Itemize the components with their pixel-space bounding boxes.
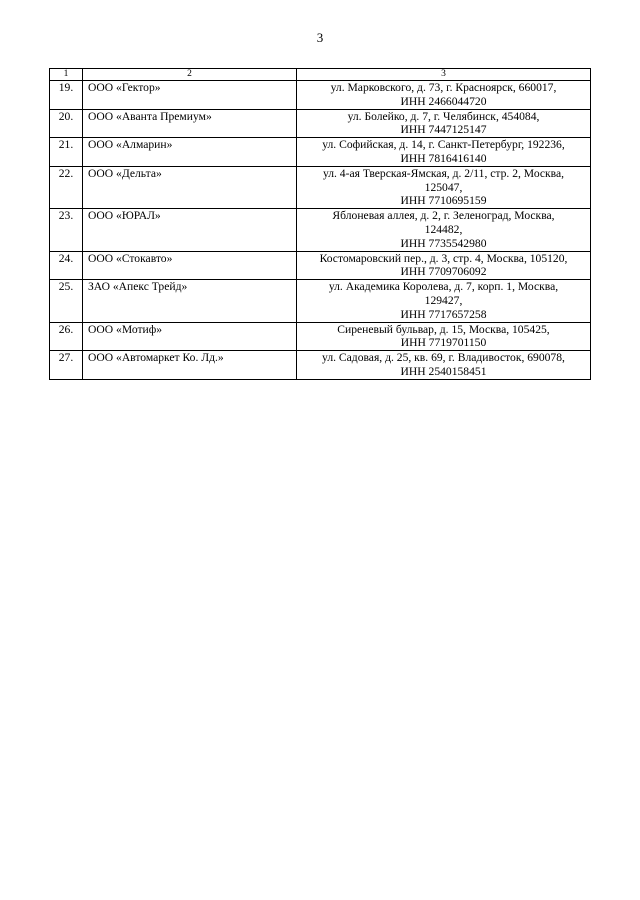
address-line: 129427, xyxy=(424,293,463,307)
address-line: Сиреневый бульвар, д. 15, Москва, 105425, xyxy=(337,322,550,336)
address-line: 125047, xyxy=(424,180,463,194)
row-number: 26. xyxy=(50,322,83,351)
address-line: ул. 4-ая Тверская-Ямская, д. 2/11, стр. 2, Москва, xyxy=(322,166,565,180)
organization-name: ООО «Гектор» xyxy=(83,81,297,110)
address-line: ИНН 7719701150 xyxy=(400,336,487,350)
column-number-header: 1 xyxy=(50,69,83,81)
column-address-header: 3 xyxy=(297,69,591,81)
organization-name: ООО «Мотиф» xyxy=(83,322,297,351)
organization-address xyxy=(297,209,591,251)
address-line: ИНН 2466044720 xyxy=(400,94,487,108)
row-number: 24. xyxy=(50,251,83,280)
table-row xyxy=(50,351,591,380)
column-name-header: 2 xyxy=(83,69,297,81)
row-number: 19. xyxy=(50,81,83,110)
page-number: 3 xyxy=(316,30,324,45)
organization-address xyxy=(297,322,591,351)
organization-name: ООО «Стокавто» xyxy=(83,251,297,280)
row-number: 22. xyxy=(50,166,83,208)
address-line: ИНН 7717657258 xyxy=(400,307,487,321)
table-body xyxy=(50,81,591,380)
organization-name: ООО «Дельта» xyxy=(83,166,297,208)
table-row xyxy=(50,280,591,322)
address-line: ул. Софийская, д. 14, г. Санкт-Петербург, 192236, xyxy=(322,138,565,152)
row-number: 21. xyxy=(50,138,83,167)
row-number: 23. xyxy=(50,209,83,251)
table-row xyxy=(50,81,591,110)
organizations-table xyxy=(49,68,591,380)
address-line: ИНН 2540158451 xyxy=(400,364,487,378)
row-number: 25. xyxy=(50,280,83,322)
table-header-row xyxy=(50,69,591,81)
table-row xyxy=(50,166,591,208)
table-row xyxy=(50,138,591,167)
address-line: ул. Академика Королева, д. 7, корп. 1, Москва, xyxy=(328,280,559,294)
address-line: Костомаровский пер., д. 3, стр. 4, Москва, 105120, xyxy=(319,251,568,265)
address-line: ИНН 7735542980 xyxy=(400,236,487,250)
organization-name: ООО «Автомаркет Ко. Лд.» xyxy=(83,351,297,380)
row-number: 27. xyxy=(50,351,83,380)
organization-address xyxy=(297,166,591,208)
table-row xyxy=(50,109,591,138)
organization-name: ООО «ЮРАЛ» xyxy=(83,209,297,251)
address-line: ИНН 7709706092 xyxy=(400,265,487,279)
organization-address xyxy=(297,280,591,322)
organization-address xyxy=(297,138,591,167)
organization-name: ЗАО «Апекс Трейд» xyxy=(83,280,297,322)
address-line: ИНН 7816416140 xyxy=(400,151,487,165)
organization-name: ООО «Аванта Премиум» xyxy=(83,109,297,138)
organization-address xyxy=(297,109,591,138)
organization-address xyxy=(297,81,591,110)
address-line: ИНН 7447125147 xyxy=(400,123,487,137)
organization-address xyxy=(297,251,591,280)
table-row xyxy=(50,209,591,251)
address-line: Яблоневая аллея, д. 2, г. Зеленоград, Москва, xyxy=(332,209,555,223)
address-line: ул. Марковского, д. 73, г. Красноярск, 660017, xyxy=(330,81,557,94)
table-row xyxy=(50,322,591,351)
address-line: 124482, xyxy=(424,222,463,236)
row-number: 20. xyxy=(50,109,83,138)
organization-address xyxy=(297,351,591,380)
address-line: ул. Болейко, д. 7, г. Челябинск, 454084, xyxy=(347,109,540,123)
address-line: ИНН 7710695159 xyxy=(400,194,487,208)
address-line: ул. Садовая, д. 25, кв. 69, г. Владивосток, 690078, xyxy=(322,351,565,365)
table-row xyxy=(50,251,591,280)
organization-name: ООО «Алмарин» xyxy=(83,138,297,167)
